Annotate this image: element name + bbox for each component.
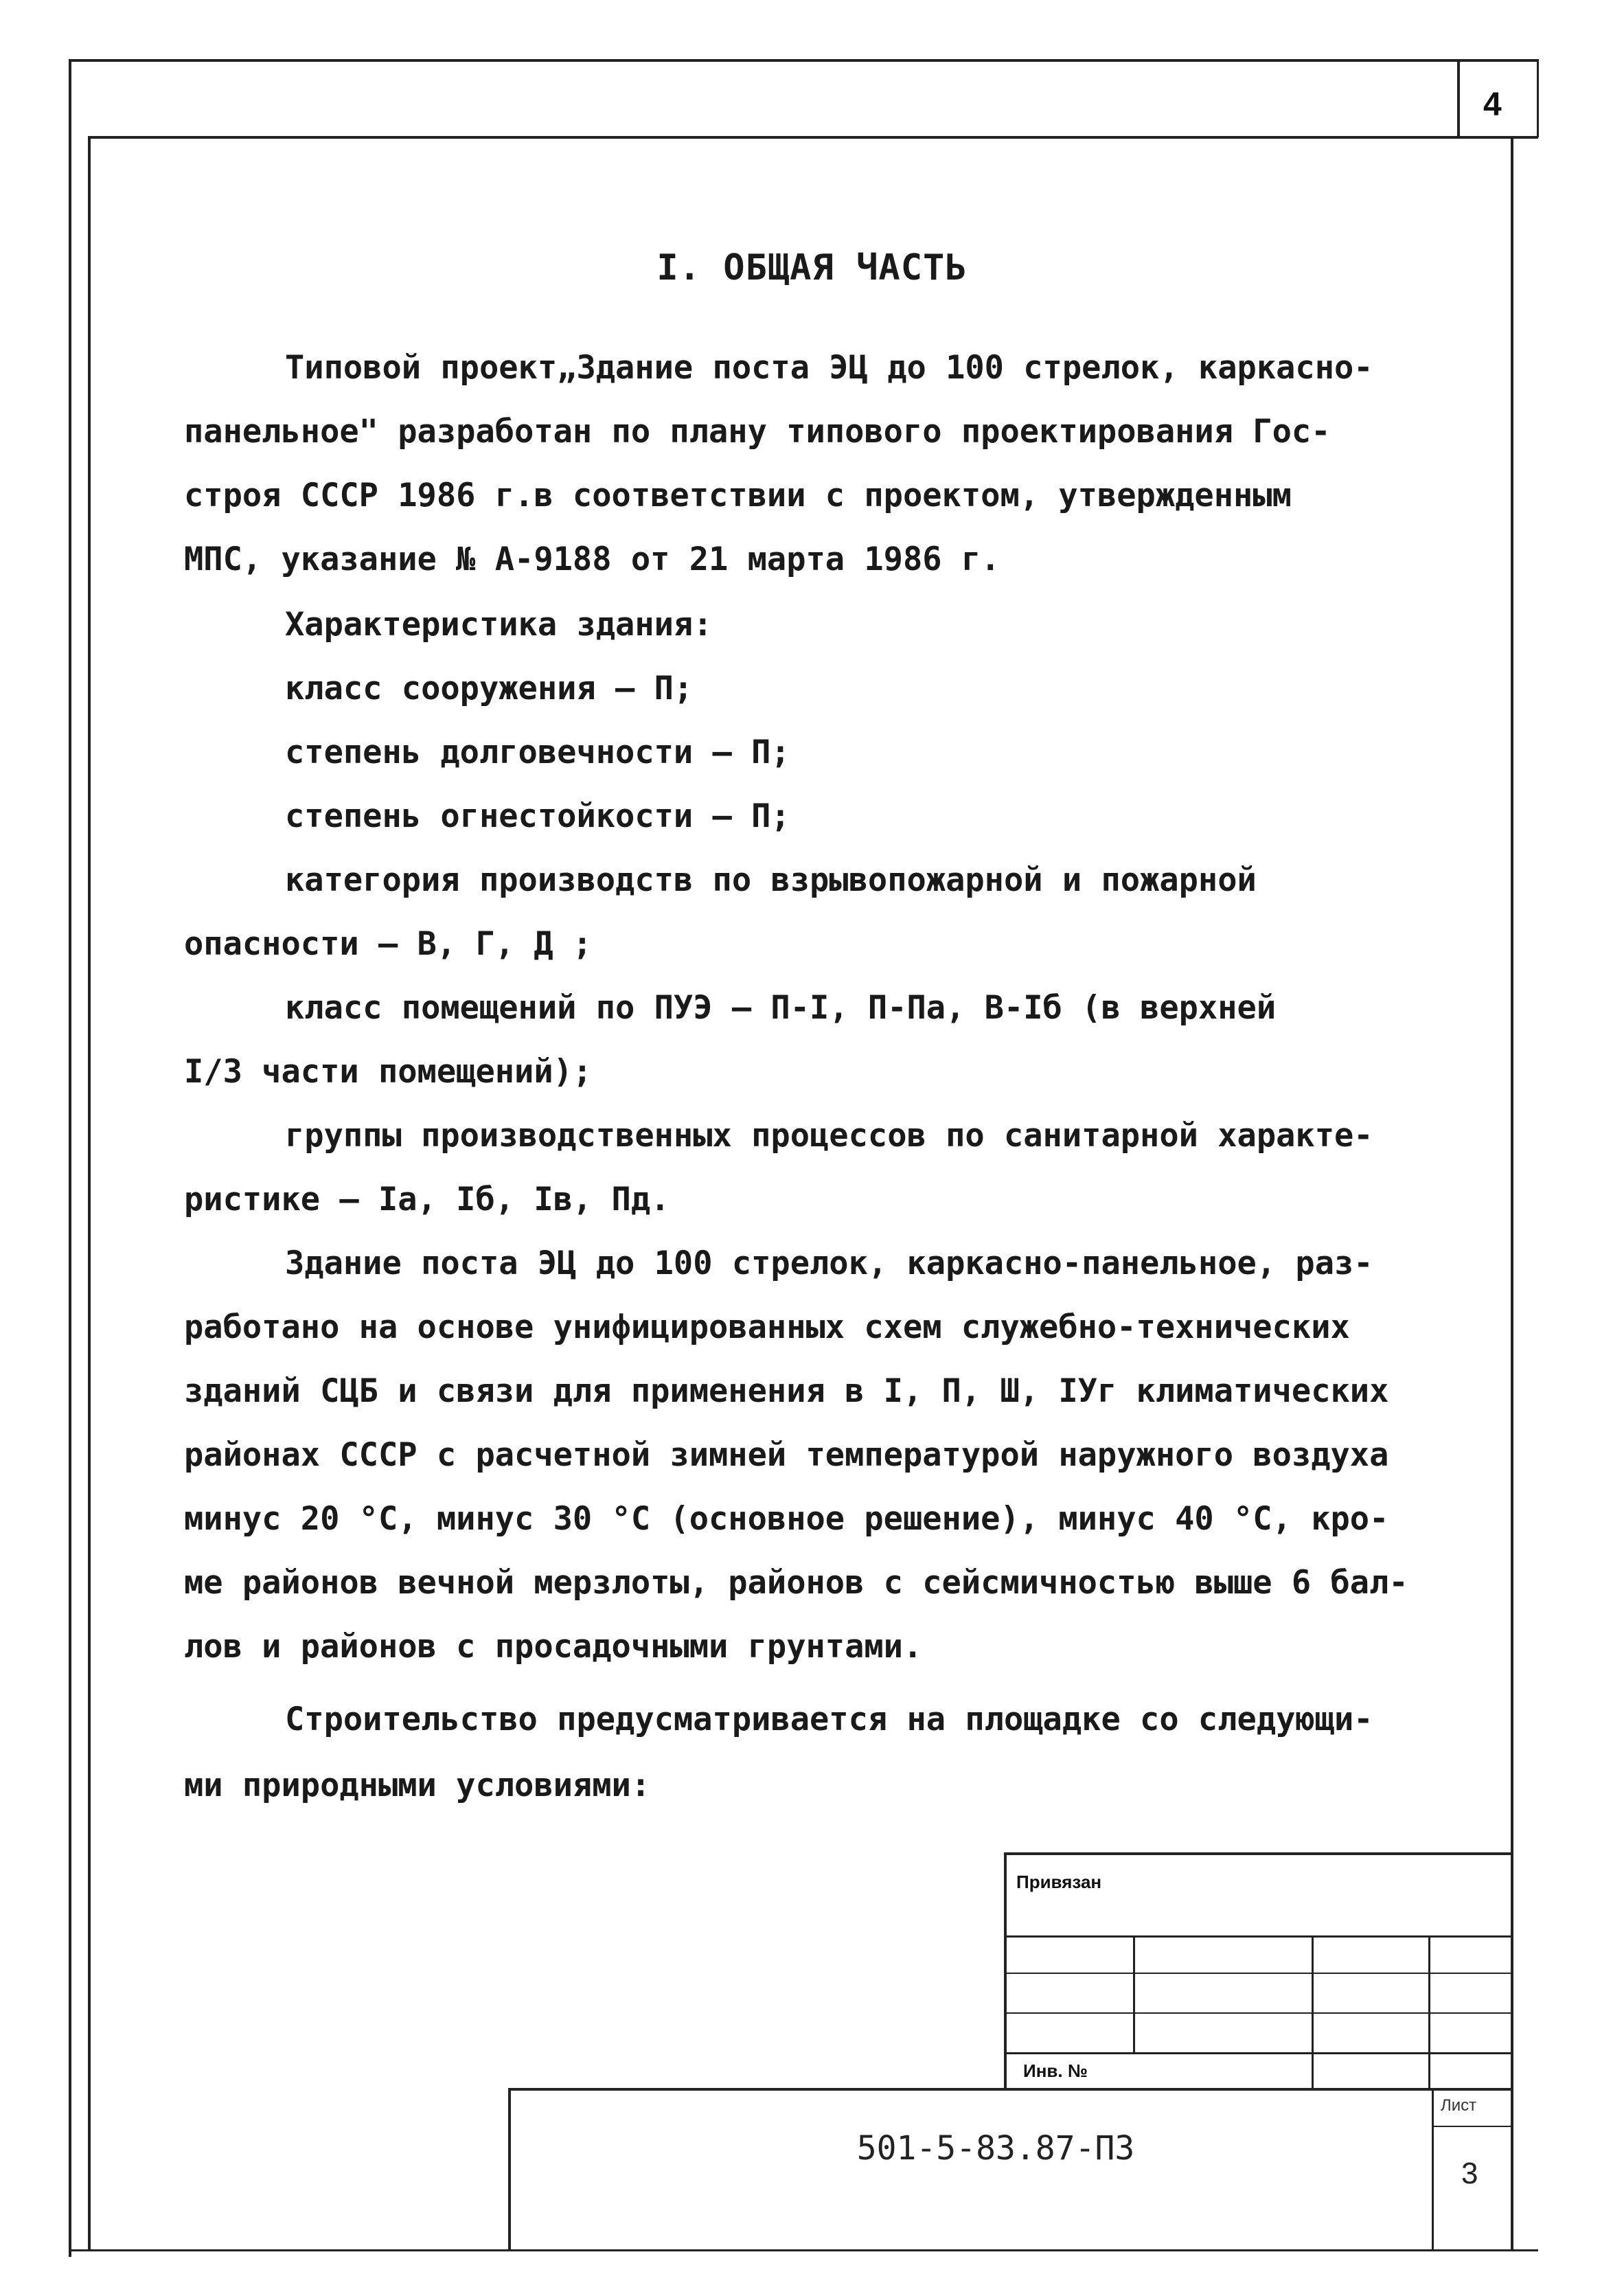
sheet-box-divider [1432, 2126, 1513, 2127]
stamp-row-line [1004, 1973, 1512, 1974]
body-line: степень долговечности – П; [285, 734, 790, 771]
body-line: минус 20 °С, минус 30 °С (основное решение), минус 40 °С, кро- [184, 1500, 1389, 1538]
body-line: Строительство предусматривается на площадке со следующи- [285, 1701, 1373, 1738]
body-line: ми природными условиями: [184, 1767, 651, 1804]
body-line: панельное" разработан по плану типового проектирования Гос- [184, 413, 1331, 451]
body-line: опасности – В, Г, Д ; [184, 925, 593, 963]
page-corner-number: 4 [1483, 87, 1502, 123]
inner-top-line [88, 136, 1538, 139]
stamp-col-line [1428, 1935, 1430, 2088]
body-line: класс сооружения – П; [285, 670, 694, 707]
bound-label: Привязан [1016, 1872, 1102, 1892]
inner-left-line [88, 136, 91, 2251]
body-line: МПС, указание № А-9188 от 21 марта 1986 г. [184, 541, 1000, 578]
body-line: степень огнестойкости – П; [285, 797, 790, 835]
body-line: строя СССР 1986 г.в соответствии с проектом, утвержденным [184, 477, 1292, 514]
outer-top-line [69, 59, 1538, 62]
body-line: категория производств по взрывопожарной и пожарной [285, 861, 1257, 899]
body-line: ме районов вечной мерзлоты, районов с сейсмичностью выше 6 бал- [184, 1564, 1408, 1602]
body-line: Здание поста ЭЦ до 100 стрелок, каркасно-панельное, раз- [285, 1245, 1373, 1282]
sheet-label: Лист [1441, 2096, 1477, 2115]
stamp-row-line [1004, 1935, 1512, 1938]
stamp-row-line [1004, 2012, 1512, 2014]
stamp-top-line [1004, 1852, 1512, 1855]
stamp-col-line [1133, 1935, 1135, 2052]
section-heading: I. ОБЩАЯ ЧАСТЬ [656, 247, 968, 288]
body-line: работано на основе унифицированных схем служебно-технических [184, 1308, 1350, 1346]
body-line: Характеристика здания: [285, 606, 713, 644]
corner-box-left [1457, 62, 1460, 137]
body-line: группы производственных процессов по санитарной характе- [285, 1117, 1373, 1155]
inner-right-line [1511, 136, 1513, 2251]
body-line: районах СССР с расчетной зимней температурой наружного воздуха [184, 1436, 1389, 1474]
corner-box-right [1537, 59, 1539, 137]
body-line: Типовой проект„Здание поста ЭЦ до 100 стрелок, каркасно- [285, 349, 1373, 387]
body-line: I/3 части помещений); [184, 1053, 593, 1091]
outer-left-line [69, 59, 71, 2257]
sheet-number: 3 [1461, 2157, 1478, 2190]
inv-label: Инв. № [1023, 2060, 1088, 2081]
stamp-row-line [1004, 2052, 1512, 2054]
body-line: класс помещений по ПУЭ – П-I, П-Па, В-Iб (в верхней [285, 989, 1277, 1027]
outer-bottom-line [69, 2249, 1538, 2251]
document-code: 501-5-83.87-ПЗ [856, 2129, 1135, 2168]
stamp-col-line [1312, 1935, 1314, 2088]
code-block-top [508, 2088, 1512, 2091]
body-line: ристике – Iа, Iб, Iв, Пд. [184, 1181, 670, 1218]
sheet-box-left [1432, 2088, 1434, 2251]
code-block-left [508, 2088, 511, 2251]
body-line: лов и районов с просадочными грунтами. [184, 1628, 923, 1666]
body-line: зданий СЦБ и связи для применения в I, П, Ш, IУг климатических [184, 1372, 1389, 1410]
